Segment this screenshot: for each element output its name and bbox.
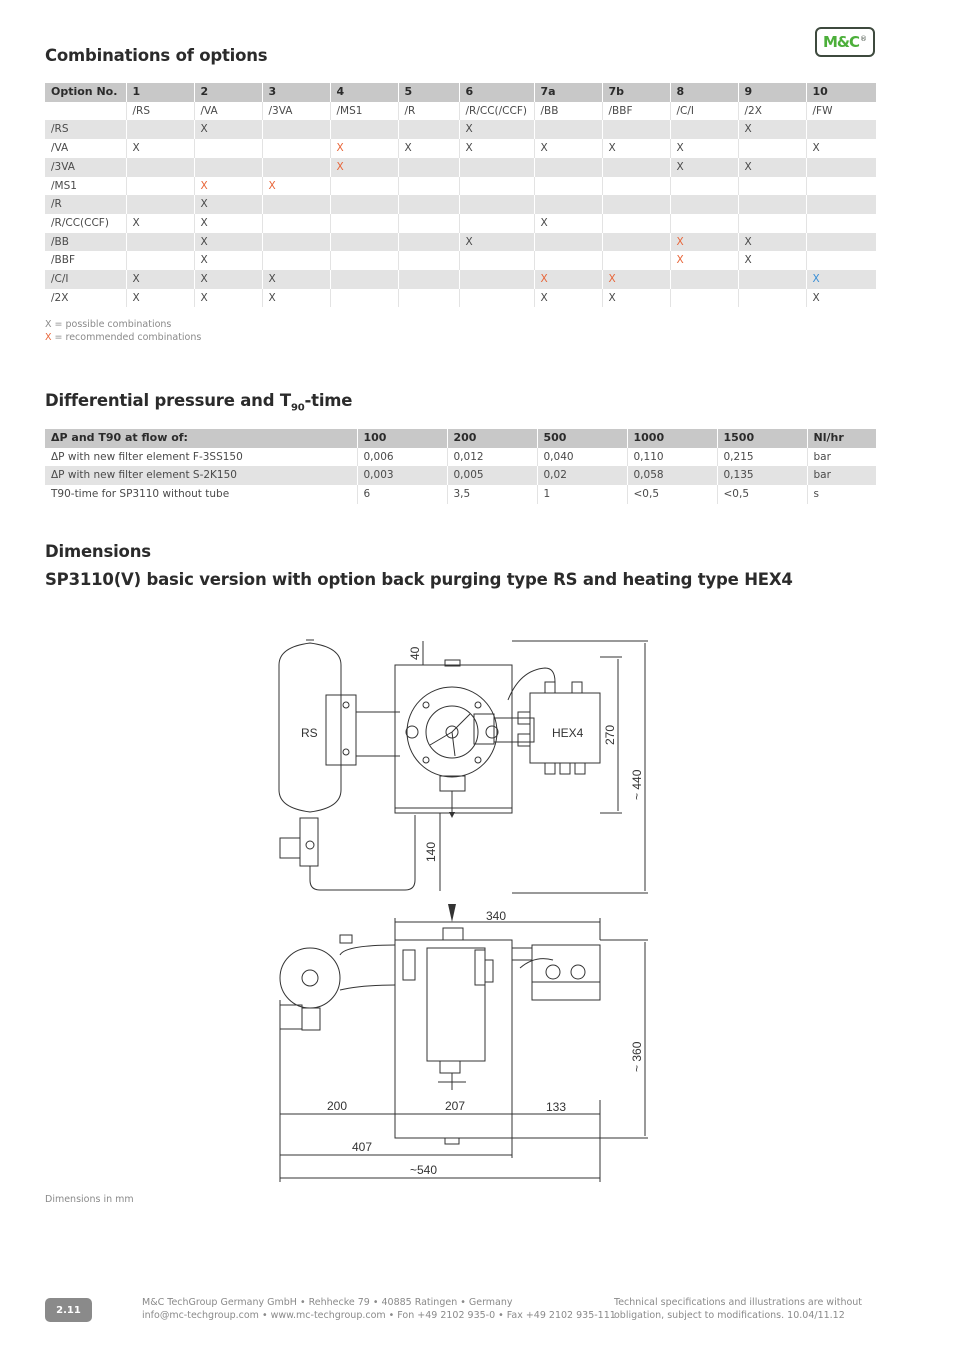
options-cell: X xyxy=(534,289,602,308)
pressure-cell: <0,5 xyxy=(627,485,717,504)
legend-x-mark: X xyxy=(45,319,52,330)
option-code-cell: /2X xyxy=(738,102,806,121)
options-row-label: /VA xyxy=(51,142,69,155)
rs-valve xyxy=(300,818,318,866)
options-cell: X xyxy=(806,289,876,308)
option-code-cell: /BB xyxy=(534,102,602,121)
options-cell: X xyxy=(670,158,738,177)
pressure-header-cell: Nl/hr xyxy=(807,429,876,448)
legend-possible-text: = possible combinations xyxy=(51,319,172,330)
option-code-cell: /MS1 xyxy=(330,102,398,121)
options-header-cell: 7a xyxy=(534,83,602,102)
options-cell: X xyxy=(262,289,330,308)
options-row-label: /2X xyxy=(51,291,69,304)
options-cell: X xyxy=(670,139,738,158)
options-header-cell: Option No. xyxy=(45,83,126,102)
option-code-cell: /VA xyxy=(194,102,262,121)
option-code-cell: /C/I xyxy=(670,102,738,121)
pressure-header-cell: 500 xyxy=(537,429,627,448)
pressure-header-cell: 200 xyxy=(447,429,537,448)
options-cell: X xyxy=(330,139,398,158)
options-cell: X xyxy=(670,233,738,252)
options-row-label: /MS1 xyxy=(51,179,77,192)
options-header-cell: 9 xyxy=(738,83,806,102)
options-cell: X xyxy=(806,139,876,158)
pressure-cell: 1 xyxy=(537,485,627,504)
label-200: 200 xyxy=(327,1099,348,1113)
options-header-cell: 10 xyxy=(806,83,876,102)
options-header-cell: 8 xyxy=(670,83,738,102)
pressure-header-cell: 1500 xyxy=(717,429,807,448)
label-270: 270 xyxy=(603,724,617,745)
label-hex4: HEX4 xyxy=(552,726,584,740)
options-row-label: /BBF xyxy=(51,254,75,267)
pressure-title-suffix: -time xyxy=(304,391,353,410)
label-40: 40 xyxy=(408,646,422,660)
footer-company-line1: M&C TechGroup Germany GmbH • Rehhecke 79 • 40885 Ratingen • Germany xyxy=(142,1297,513,1308)
label-207: 207 xyxy=(445,1099,466,1113)
label-340: 340 xyxy=(486,909,507,923)
options-cell: X xyxy=(262,270,330,289)
options-cell: X xyxy=(670,251,738,270)
pressure-cell: T90-time for SP3110 without tube xyxy=(51,488,230,501)
options-cell: X xyxy=(534,214,602,233)
label-440: ~ 440 xyxy=(630,769,644,800)
pressure-cell: bar xyxy=(807,448,876,467)
pressure-cell: ΔP with new filter element F-3SS150 xyxy=(51,450,243,463)
options-row-label: /3VA xyxy=(45,158,126,177)
pressure-cell: 6 xyxy=(357,485,447,504)
options-cell: X xyxy=(194,289,262,308)
label-rs: RS xyxy=(301,726,318,740)
pressure-cell: s xyxy=(807,485,876,504)
options-cell: X xyxy=(194,120,262,139)
options-cell: X xyxy=(534,139,602,158)
options-cell: X xyxy=(194,214,262,233)
pressure-header-cell: 1000 xyxy=(627,429,717,448)
pressure-cell: ΔP with new filter element S-2K150 xyxy=(45,466,357,485)
pressure-cell: <0,5 xyxy=(717,485,807,504)
options-header-cell: 2 xyxy=(194,83,262,102)
options-cell: X xyxy=(126,289,194,308)
options-cell: X xyxy=(806,270,876,289)
pressure-cell: 0,006 xyxy=(357,448,447,467)
dimensions-note: Dimensions in mm xyxy=(45,1194,134,1205)
pressure-cell: bar xyxy=(807,466,876,485)
logo-text: M&C xyxy=(822,33,860,51)
page-number: 2.11 xyxy=(45,1298,92,1322)
pressure-cell: 0,058 xyxy=(627,466,717,485)
options-cell: X xyxy=(738,158,806,177)
option-code-cell: /FW xyxy=(806,102,876,121)
option-code-cell: /R xyxy=(398,102,459,121)
dimensions-subtitle: SP3110(V) basic version with option back purging type RS and heating type HEX4 xyxy=(45,570,793,589)
options-row-label: /R/CC(CCF) xyxy=(51,216,109,229)
options-row-label: /R xyxy=(45,195,126,214)
options-cell: X xyxy=(126,270,194,289)
options-cell: X xyxy=(602,289,670,308)
options-cell: X xyxy=(738,120,806,139)
label-407: 407 xyxy=(352,1140,373,1154)
options-cell: X xyxy=(194,233,262,252)
label-140: 140 xyxy=(424,841,438,862)
options-row-label: /RS xyxy=(45,120,126,139)
options-cell: X xyxy=(738,233,806,252)
options-cell: X xyxy=(459,139,534,158)
footer-disclaimer-line2: obligation, subject to modifications. 10.04/11.12 xyxy=(614,1310,845,1321)
footer-disclaimer xyxy=(614,1296,862,1322)
legend-recommended-text: = recommended combinations xyxy=(51,332,202,343)
options-cell: X xyxy=(194,270,262,289)
option-code-cell: /BBF xyxy=(602,102,670,121)
options-header-cell: 1 xyxy=(126,83,194,102)
option-code-cell: /RS xyxy=(126,102,194,121)
rs-cylinder-side xyxy=(280,948,340,1008)
pressure-cell: 0,012 xyxy=(447,448,537,467)
options-cell: X xyxy=(459,120,534,139)
options-cell: X xyxy=(194,251,262,270)
options-row-label: /BB xyxy=(45,233,126,252)
pressure-cell: 0,135 xyxy=(717,466,807,485)
label-133: 133 xyxy=(546,1100,567,1114)
options-cell: X xyxy=(262,177,330,196)
options-header-cell: 5 xyxy=(398,83,459,102)
pressure-cell: 0,040 xyxy=(537,448,627,467)
pressure-header-cell: ΔP and T90 at flow of: xyxy=(45,429,357,448)
options-header-cell: 3 xyxy=(262,83,330,102)
options-header-cell: 7b xyxy=(602,83,670,102)
options-row-label: /C/I xyxy=(45,270,126,289)
pressure-cell: 0,215 xyxy=(717,448,807,467)
options-cell: X xyxy=(330,158,398,177)
logo-registered-mark: ® xyxy=(860,35,868,43)
options-cell: X xyxy=(738,251,806,270)
options-cell: X xyxy=(398,139,459,158)
pressure-cell: 0,02 xyxy=(537,466,627,485)
options-header-cell: 4 xyxy=(330,83,398,102)
pressure-cell: 0,005 xyxy=(447,466,537,485)
options-cell: X xyxy=(459,233,534,252)
options-cell: X xyxy=(126,214,194,233)
options-header-cell: 6 xyxy=(459,83,534,102)
footer-company-line2: info@mc-techgroup.com • www.mc-techgroup.com • Fon +49 2102 935-0 • Fax +49 2102 935-111 xyxy=(142,1310,616,1321)
options-cell: X xyxy=(602,270,670,289)
options-cell: X xyxy=(534,270,602,289)
page-title: Combinations of options xyxy=(45,46,268,65)
pressure-cell: 0,110 xyxy=(627,448,717,467)
pressure-header-cell: 100 xyxy=(357,429,447,448)
options-cell: X xyxy=(602,139,670,158)
options-cell: X xyxy=(194,177,262,196)
options-cell: X xyxy=(194,195,262,214)
pressure-cell: 3,5 xyxy=(447,485,537,504)
option-code-cell: /R/CC(/CCF) xyxy=(459,102,534,121)
footer-disclaimer-line1: Technical specifications and illustrations are without xyxy=(614,1297,863,1308)
dimensions-title: Dimensions xyxy=(45,542,151,561)
label-540: ~540 xyxy=(410,1163,438,1177)
pressure-title-main: Differential pressure and T xyxy=(45,391,291,410)
legend-x-mark-red: X xyxy=(45,332,52,343)
footer-company xyxy=(142,1296,616,1322)
hex4-side xyxy=(532,945,600,982)
pressure-title-sub: 90 xyxy=(290,402,305,414)
label-360: ~ 360 xyxy=(630,1041,644,1072)
options-cell: X xyxy=(126,139,194,158)
option-code-cell: /3VA xyxy=(262,102,330,121)
pressure-cell: 0,003 xyxy=(357,466,447,485)
